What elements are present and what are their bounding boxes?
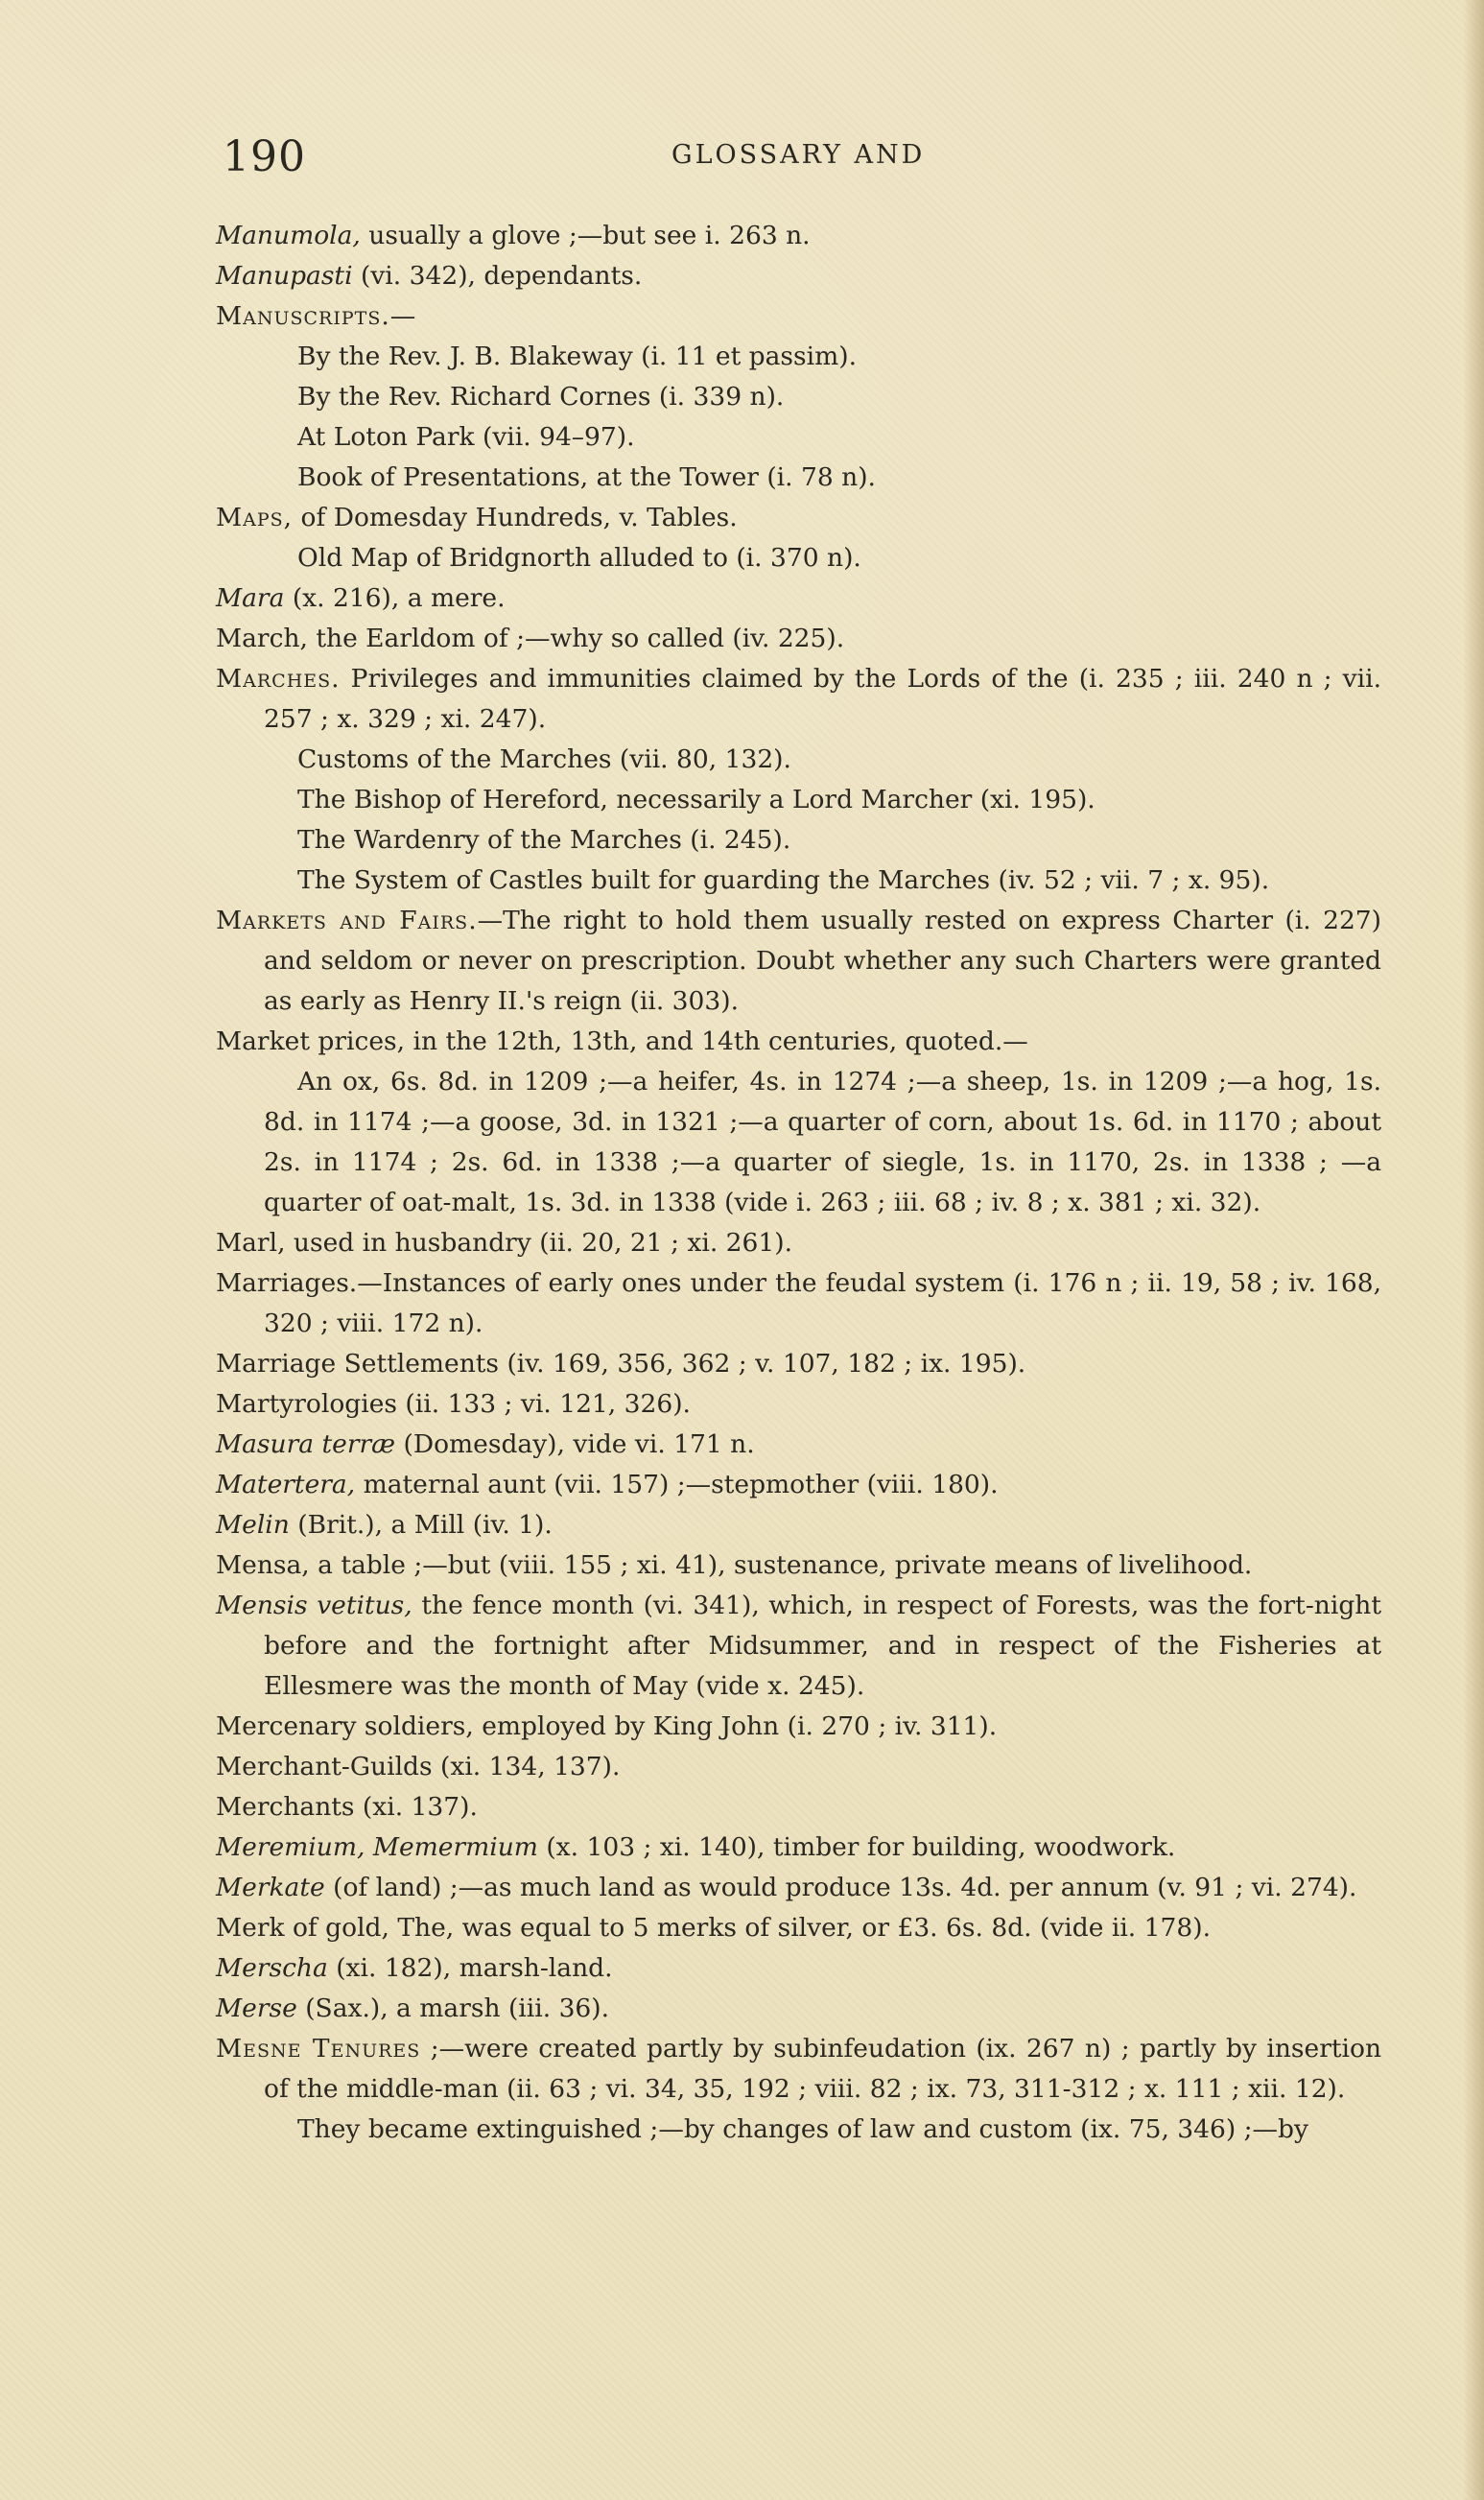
entry-text: the fence month (vi. 341), which, in respect of Forests, was the fort-night before and the fortnight after Midsummer, and in respect of the Fisheries at Ellesmere was the month of May (vide x. 245).: [264, 1591, 1382, 1701]
running-title: GLOSSARY AND: [671, 140, 926, 170]
subentry-extinguished: They became extinguished ;—by changes of law and custom (ix. 75, 346) ;—by: [297, 2114, 1308, 2144]
entry-mara: [216, 578, 1381, 619]
headword: Meremium, Memermium: [216, 1832, 538, 1862]
headword: Melin: [216, 1510, 290, 1540]
headword: Manuscripts.—: [216, 301, 417, 331]
entry-merscha: [216, 1948, 1381, 1989]
headword: Mesne Tenures: [216, 2034, 421, 2064]
headword: Mara: [216, 583, 285, 613]
headword: Manumola,: [216, 221, 361, 250]
subentry-loton-park: At Loton Park (vii. 94–97).: [297, 422, 635, 452]
entry-marriage-settlements: Marriage Settlements (iv. 169, 356, 362 ; v. 107, 182 ; ix. 195).: [216, 1349, 1026, 1379]
entry-martyrologies: Martyrologies (ii. 133 ; vi. 121, 326).: [216, 1389, 691, 1419]
entry-text: usually a glove ;—but see i. 263 n.: [360, 221, 811, 250]
entry-meremium: [216, 1828, 1381, 1868]
entry-marriages: Marriages.—Instances of early ones under the feudal system (i. 176 n ; ii. 19, 58 ; iv. 168, 320 ; viii. 172 n).: [216, 1268, 1381, 1338]
entry-masura-terrae: [216, 1425, 1381, 1465]
entry-markets-fairs: [216, 901, 1381, 1022]
entry-manuscripts: [216, 296, 1381, 337]
headword: Maps,: [216, 503, 294, 532]
headword: Manupasti: [216, 261, 353, 291]
entry-text: (x. 216), a mere.: [284, 583, 506, 613]
subentry-cornes: By the Rev. Richard Cornes (i. 339 n).: [297, 382, 785, 412]
entry-mensa: Mensa, a table ;—but (viii. 155 ; xi. 41), sustenance, private means of livelihood.: [216, 1550, 1253, 1580]
entry-merse: [216, 1989, 1381, 2029]
headword: Matertera,: [216, 1470, 356, 1499]
entry-text: maternal aunt (vii. 157) ;—stepmother (viii. 180).: [355, 1470, 999, 1499]
entry-manumola: [216, 216, 1381, 256]
headword: Merscha: [216, 1953, 328, 1983]
entry-merchants: Merchants (xi. 137).: [216, 1792, 478, 1822]
entry-text: (Domesday), vide vi. 171 n.: [395, 1429, 755, 1459]
subentry-bishop-hereford: The Bishop of Hereford, necessarily a Lord Marcher (xi. 195).: [297, 785, 1095, 814]
entry-text: (Sax.), a marsh (iii. 36).: [296, 1993, 610, 2023]
headword: Merkate: [216, 1873, 325, 1902]
glossary-entries: [216, 216, 1381, 2150]
entry-merk-of-gold: Merk of gold, The, was equal to 5 merks of silver, or £3. 6s. 8d. (vide ii. 178).: [216, 1913, 1211, 1943]
entry-mercenary-soldiers: Mercenary soldiers, employed by King John (i. 270 ; iv. 311).: [216, 1711, 998, 1741]
subentry-customs-marches: Customs of the Marches (vii. 80, 132).: [297, 744, 791, 774]
subentry-prices-list: An ox, 6s. 8d. in 1209 ;—a heifer, 4s. in 1274 ;—a sheep, 1s. in 1209 ;—a hog, 1s. 8d. in 1174 ;—a goose, 3d. in 1321 ;—a quarter of corn, about 1s. 6d. in 1170 ; about 2s. in 1174 ; 2s. 6d. in 1338 ;—a quarter of siegle, 1s. in 1170, 2s. in 1338 ; —a quarter of oat-malt, 1s. 3d. in 1338 (vide i. 263 ; iii. 68 ; iv. 8 ; x. 381 ; xi. 32).: [264, 1067, 1381, 1217]
entry-market-prices: Market prices, in the 12th, 13th, and 14th centuries, quoted.—: [216, 1026, 1028, 1056]
entry-text: (x. 103 ; xi. 140), timber for building, woodwork.: [537, 1832, 1176, 1862]
entry-mesne-tenures: [216, 2029, 1381, 2110]
headword: Masura terræ: [216, 1429, 396, 1459]
entry-march-earldom: March, the Earldom of ;—why so called (iv. 225).: [216, 624, 845, 653]
entry-text: (vi. 342), dependants.: [352, 261, 643, 291]
entry-melin: [216, 1505, 1381, 1545]
headword: Merse: [216, 1993, 297, 2023]
headword: Mensis vetitus,: [216, 1591, 412, 1620]
entry-text: (xi. 182), marsh-land.: [327, 1953, 613, 1983]
entry-manupasti: [216, 256, 1381, 296]
subentry-old-map: Old Map of Bridgnorth alluded to (i. 370 n).: [297, 543, 861, 573]
entry-marches: [216, 659, 1381, 740]
page-edge-shadow: [1463, 0, 1484, 2500]
entry-marl: Marl, used in husbandry (ii. 20, 21 ; xi. 261).: [216, 1228, 793, 1258]
subentry-book-of-presentations: Book of Presentations, at the Tower (i. 78 n).: [297, 462, 876, 492]
subentry-castles: The System of Castles built for guarding the Marches (iv. 52 ; vii. 7 ; x. 95).: [297, 865, 1270, 895]
headword: Markets and Fairs.: [216, 906, 478, 935]
entry-text: —The right to hold them usually rested on express Charter (i. 227) and seldom or never on prescription. Doubt whether any such Charters were granted as early as Henry II.'s reign (ii. 303).: [264, 906, 1382, 1016]
entry-maps: [216, 498, 1381, 538]
entry-text: of Domesday Hundreds, v. Tables.: [293, 503, 738, 532]
entry-mensis-vetitus: [216, 1586, 1381, 1707]
entry-merchant-guilds: Merchant-Guilds (xi. 134, 137).: [216, 1752, 621, 1781]
page-number: 190: [223, 132, 306, 181]
entry-text: (Brit.), a Mill (iv. 1).: [289, 1510, 553, 1540]
entry-text: Privileges and immunities claimed by the Lords of the (i. 235 ; iii. 240 n ; vii. 257 ; x. 329 ; xi. 247).: [264, 664, 1381, 734]
entry-text: (of land) ;—as much land as would produce 13s. 4d. per annum (v. 91 ; vi. 274).: [324, 1873, 1357, 1902]
subentry-wardenry: The Wardenry of the Marches (i. 245).: [297, 825, 791, 855]
entry-text: ;—were created partly by subinfeudation (ix. 267 n) ; partly by insertion of the middle-man (ii. 63 ; vi. 34, 35, 192 ; viii. 82 ; ix. 73, 311-312 ; x. 111 ; xii. 12).: [264, 2034, 1382, 2104]
subentry-blakeway: By the Rev. J. B. Blakeway (i. 11 et passim).: [297, 342, 857, 371]
entry-matertera: [216, 1465, 1381, 1505]
headword: Marches.: [216, 664, 341, 694]
entry-merkate: [216, 1868, 1381, 1908]
